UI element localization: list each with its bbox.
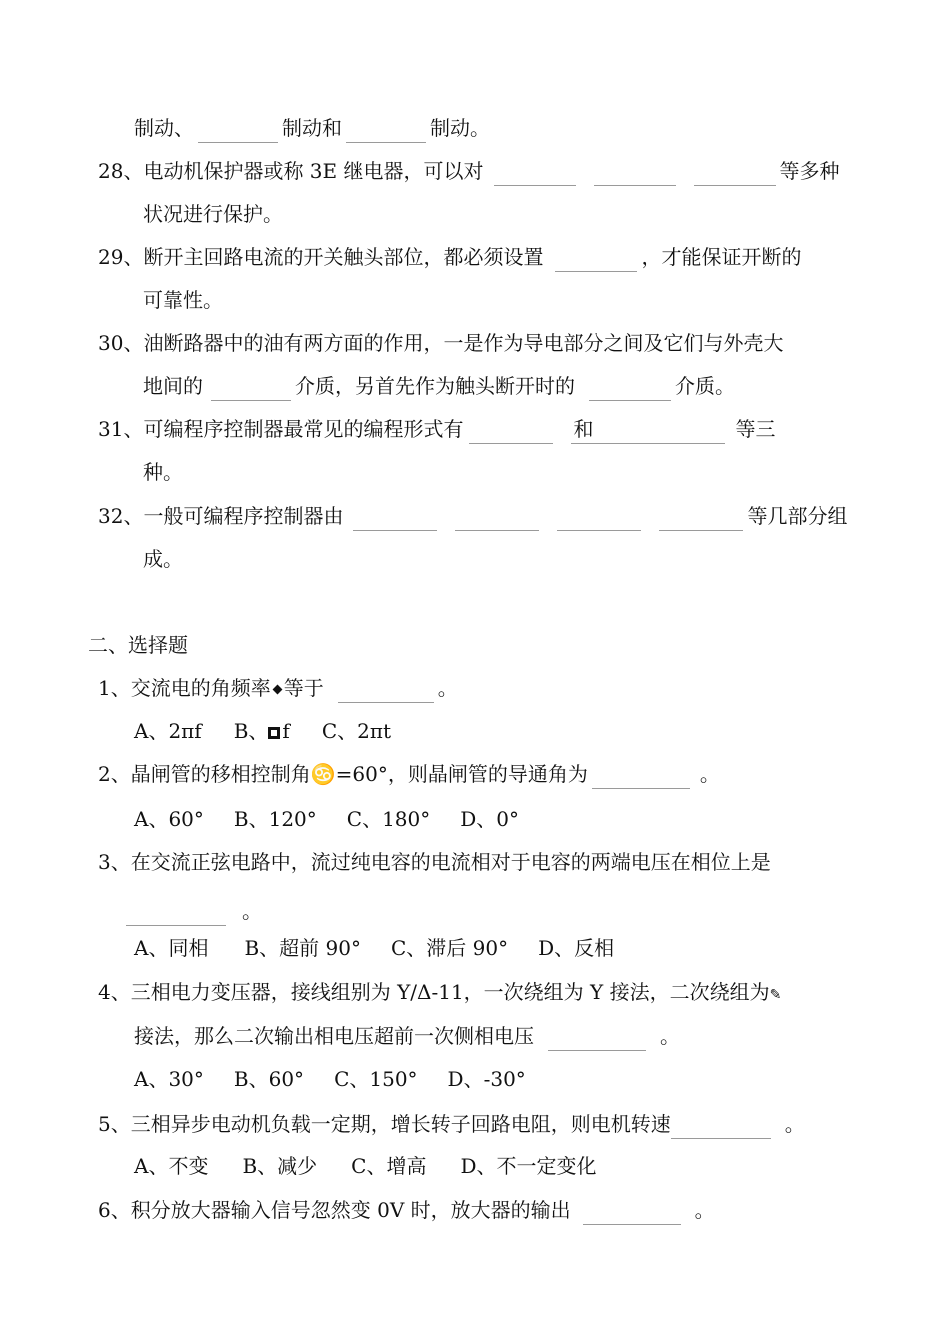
question-text: 地间的 xyxy=(143,374,203,398)
blank xyxy=(338,680,434,703)
mc-options-3 xyxy=(134,934,614,962)
mc-question-6 xyxy=(98,1196,715,1224)
blank xyxy=(659,508,743,531)
question-text: 介质，另首先作为触头断开时的 xyxy=(295,374,575,398)
question-text: 等于 xyxy=(283,676,324,700)
question-number: 32、 xyxy=(98,504,144,528)
question-number: 1、 xyxy=(98,676,131,700)
question-number: 2、 xyxy=(98,762,131,786)
option-a: A、不变 xyxy=(134,1154,209,1178)
alpha-symbol-icon: ♋ xyxy=(310,762,336,786)
question-text: 积分放大器输入信号忽然变 0V 时，放大器的输出 xyxy=(130,1198,571,1222)
question-number: 28、 xyxy=(98,159,144,183)
text: 制动和 xyxy=(282,116,342,140)
text: 制动。 xyxy=(430,116,490,140)
diamond-icon xyxy=(272,685,282,695)
question-31-cont xyxy=(143,458,183,486)
question-number: 6、 xyxy=(98,1198,131,1222)
question-text: 。 xyxy=(694,1198,715,1222)
question-32 xyxy=(98,502,847,530)
question-30-cont xyxy=(143,372,735,400)
mc-question-4-cont xyxy=(134,1022,680,1050)
mc-question-3 xyxy=(98,848,771,876)
blank xyxy=(198,120,278,143)
question-text: 种。 xyxy=(143,460,183,484)
blank xyxy=(671,1116,771,1139)
option-a: A、60° xyxy=(134,807,204,831)
mc-question-1 xyxy=(98,674,458,702)
blank xyxy=(589,378,671,401)
question-number: 30、 xyxy=(98,331,144,355)
question-text: 接法，那么二次输出相电压超前一次侧相电压 xyxy=(134,1024,534,1048)
option-c: C、2πt xyxy=(321,719,392,743)
pencil-icon: ✎ xyxy=(769,987,782,1003)
question-text: 三相电力变压器，接线组别为 Y/Δ-11，一次绕组为 Y 接法，二次绕组为 xyxy=(130,980,770,1004)
text: 制动、 xyxy=(134,116,194,140)
option-c: C、增高 xyxy=(351,1154,427,1178)
question-text: 可编程序控制器最常见的编程形式有 xyxy=(143,417,464,441)
question-number: 3、 xyxy=(98,850,131,874)
question-text: 。 xyxy=(242,899,262,923)
question-text: 成。 xyxy=(143,547,183,571)
blank xyxy=(694,163,776,186)
option-b: B、120° xyxy=(233,807,317,831)
option-a: A、2πf xyxy=(134,719,202,743)
option-d: D、0° xyxy=(460,807,520,831)
option-b: B、减少 xyxy=(242,1154,318,1178)
question-text: 电动机保护器或称 3E 继电器，可以对 xyxy=(143,159,484,183)
option-b-text: f xyxy=(282,719,290,743)
option-c: C、滞后 90° xyxy=(390,936,509,960)
question-29-cont xyxy=(143,286,223,314)
question-text: 晶闸管的移相控制角 xyxy=(130,762,311,786)
question-text: 等三 xyxy=(735,417,776,441)
blank xyxy=(469,421,553,444)
question-number: 31、 xyxy=(98,417,144,441)
question-text: 介质。 xyxy=(675,374,735,398)
mc-options-5 xyxy=(134,1152,597,1180)
question-number: 5、 xyxy=(98,1112,131,1136)
mc-question-3-cont xyxy=(126,897,262,925)
blank xyxy=(494,163,576,186)
mc-question-5 xyxy=(98,1110,805,1138)
question-text: 和 xyxy=(573,417,594,441)
square-icon xyxy=(268,727,280,739)
question-text: 油断路器中的油有两方面的作用，一是作为导电部分之间及它们与外壳大 xyxy=(143,331,784,355)
question-number: 29、 xyxy=(98,245,144,269)
mc-options-2 xyxy=(134,805,519,833)
option-d: D、-30° xyxy=(447,1067,526,1091)
blank xyxy=(555,249,637,272)
question-text: 一般可编程序控制器由 xyxy=(143,504,344,528)
question-28-cont xyxy=(143,200,283,228)
blank xyxy=(353,508,437,531)
mc-question-2 xyxy=(98,760,720,788)
blank xyxy=(594,163,676,186)
section-title: 二、选择题 xyxy=(88,633,188,657)
blank xyxy=(592,766,690,789)
option-c: C、180° xyxy=(346,807,431,831)
option-a: A、30° xyxy=(134,1067,204,1091)
blank xyxy=(548,1028,646,1051)
question-28 xyxy=(98,157,840,185)
question-text: 三相异步电动机负载一定期，增长转子回路电阻，则电机转速 xyxy=(130,1112,671,1136)
section-heading xyxy=(88,631,188,659)
question-text: =60°，则晶闸管的导通角为 xyxy=(335,762,588,786)
question-number: 4、 xyxy=(98,980,131,1004)
question-29 xyxy=(98,243,801,271)
question-text: 。 xyxy=(699,762,720,786)
blank xyxy=(346,120,426,143)
blank xyxy=(211,378,291,401)
option-d: D、不一定变化 xyxy=(460,1154,597,1178)
question-text: 等多种 xyxy=(779,159,840,183)
blank xyxy=(583,1202,681,1225)
blank xyxy=(557,508,641,531)
option-b: B、超前 90° xyxy=(244,936,361,960)
question-32-cont xyxy=(143,545,183,573)
blank xyxy=(126,903,226,926)
option-a: A、同相 xyxy=(134,936,209,960)
question-text: 等几部分组 xyxy=(747,504,848,528)
question-31 xyxy=(98,415,775,443)
option-c: C、150° xyxy=(334,1067,418,1091)
question-text: 。 xyxy=(437,676,458,700)
mc-options-1 xyxy=(134,717,391,745)
question-text: 交流电的角频率 xyxy=(130,676,271,700)
mc-question-4 xyxy=(98,978,781,1006)
question-text: 在交流正弦电路中，流过纯电容的电流相对于电容的两端电压在相位上是 xyxy=(130,850,771,874)
option-d: D、反相 xyxy=(538,936,615,960)
question-text: 可靠性。 xyxy=(143,288,223,312)
mc-options-4 xyxy=(134,1065,526,1093)
blank xyxy=(641,421,725,444)
question-text: 断开主回路电流的开关触头部位，都必须设置 xyxy=(143,245,544,269)
option-b: B、 xyxy=(233,719,269,743)
question-text: ，才能保证开断的 xyxy=(641,245,802,269)
blank xyxy=(455,508,539,531)
option-b: B、60° xyxy=(233,1067,305,1091)
question-30 xyxy=(98,329,783,357)
question-text: 。 xyxy=(660,1024,680,1048)
fill-in-line-braking xyxy=(134,114,490,142)
question-text: 状况进行保护。 xyxy=(143,202,283,226)
question-text: 。 xyxy=(784,1112,805,1136)
